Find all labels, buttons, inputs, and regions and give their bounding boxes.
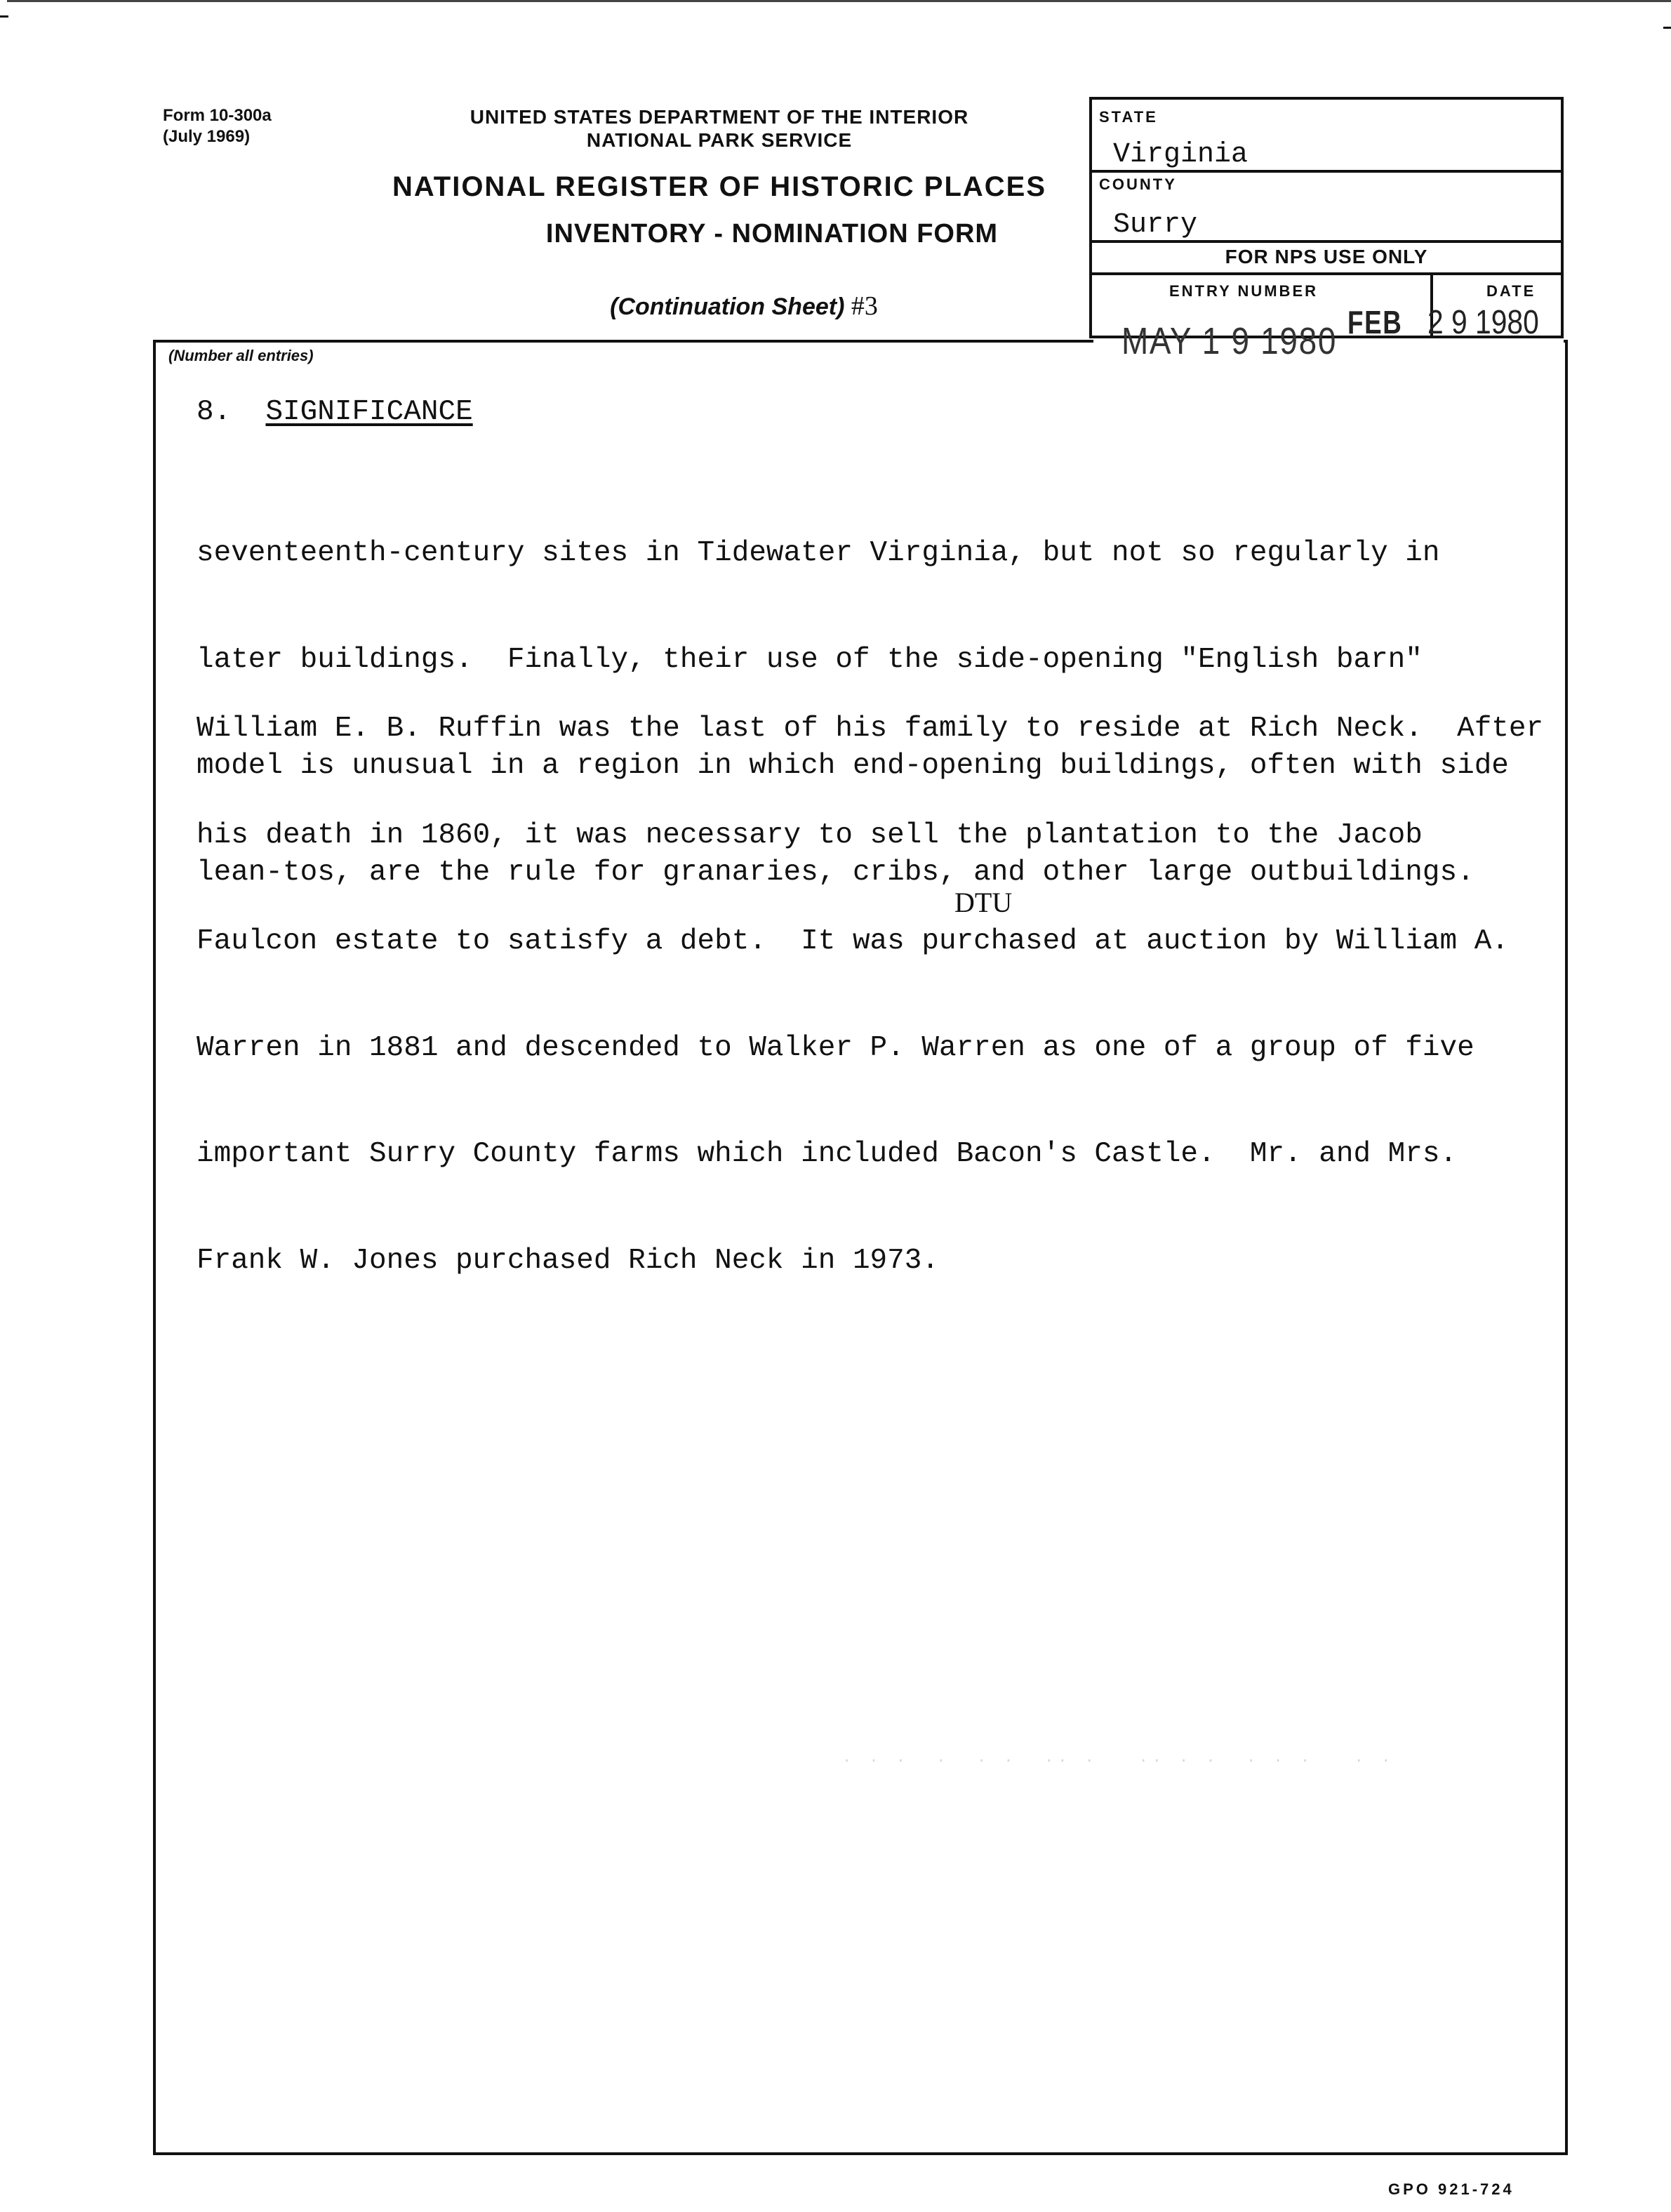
box-divider-nps bbox=[1092, 272, 1561, 275]
form-title: INVENTORY - NOMINATION FORM bbox=[545, 219, 999, 249]
agency-department: UNITED STATES DEPARTMENT OF THE INTERIOR bbox=[470, 106, 969, 128]
form-number: Form 10-300a bbox=[163, 106, 272, 125]
section-number: 8. bbox=[197, 396, 232, 428]
text-line: model is unusual in a region in which end-opening buildings, often with side bbox=[197, 750, 1509, 782]
state-label: STATE bbox=[1099, 108, 1158, 126]
text-line: important Surry County farms which included Bacon's Castle. Mr. and Mrs. bbox=[197, 1138, 1458, 1170]
section-title: SIGNIFICANCE bbox=[265, 396, 473, 428]
county-value: Surry bbox=[1113, 209, 1198, 241]
scan-border-top bbox=[7, 0, 1671, 2]
number-all-entries-note: (Number all entries) bbox=[168, 347, 314, 364]
author-initials: DTU bbox=[954, 887, 1013, 918]
continuation-label: (Continuation Sheet) bbox=[610, 293, 845, 320]
text-line: seventeenth-century sites in Tidewater Virginia, but not so regularly in bbox=[197, 537, 1440, 569]
scan-artifact: · · · · · · ·· · ·· · · · · · · · bbox=[842, 1752, 1395, 1770]
nps-use-only-label: FOR NPS USE ONLY bbox=[1225, 246, 1428, 267]
county-label: COUNTY bbox=[1099, 175, 1177, 193]
scan-mark-right bbox=[1663, 27, 1671, 29]
form-date: (July 1969) bbox=[163, 127, 251, 146]
form-identifier bbox=[163, 105, 272, 147]
text-line: later buildings. Finally, their use of the side-opening "English barn" bbox=[197, 643, 1423, 676]
date-label: DATE bbox=[1486, 282, 1536, 300]
state-value: Virginia bbox=[1113, 139, 1249, 171]
state-county-box bbox=[1089, 97, 1564, 338]
gpo-printing-code: GPO 921-724 bbox=[1388, 2180, 1514, 2198]
continuation-sheet-label bbox=[547, 291, 940, 322]
section-heading bbox=[197, 395, 473, 430]
register-title: NATIONAL REGISTER OF HISTORIC PLACES bbox=[392, 171, 1047, 202]
text-line: Warren in 1881 and descended to Walker P. Warren as one of a group of five bbox=[197, 1031, 1474, 1064]
text-line: lean-tos, are the rule for granaries, cribs, and other large outbuildings. bbox=[197, 856, 1474, 889]
paragraph-ownership-history bbox=[197, 640, 1543, 1314]
text-line: Faulcon estate to satisfy a debt. It was purchased at auction by William A. bbox=[197, 925, 1509, 958]
received-date-stamp: MAY 1 9 1980 bbox=[1121, 320, 1338, 362]
entered-date-stamp: 2 9 1980 bbox=[1427, 304, 1539, 341]
text-line: Frank W. Jones purchased Rich Neck in 1973. bbox=[197, 1244, 939, 1277]
text-line: William E. B. Ruffin was the last of his family to reside at Rich Neck. After bbox=[197, 713, 1544, 745]
scan-mark-left bbox=[0, 15, 8, 18]
text-line: his death in 1860, it was necessary to sell the plantation to the Jacob bbox=[197, 819, 1423, 852]
box-divider-state bbox=[1092, 170, 1561, 173]
agency-header bbox=[393, 105, 1046, 152]
continuation-number: #3 bbox=[851, 291, 878, 321]
box-divider-county bbox=[1092, 240, 1561, 243]
entry-number-label: ENTRY NUMBER bbox=[1169, 282, 1319, 300]
entered-month-stamp: FEB bbox=[1347, 304, 1403, 340]
agency-service: NATIONAL PARK SERVICE bbox=[586, 129, 853, 151]
